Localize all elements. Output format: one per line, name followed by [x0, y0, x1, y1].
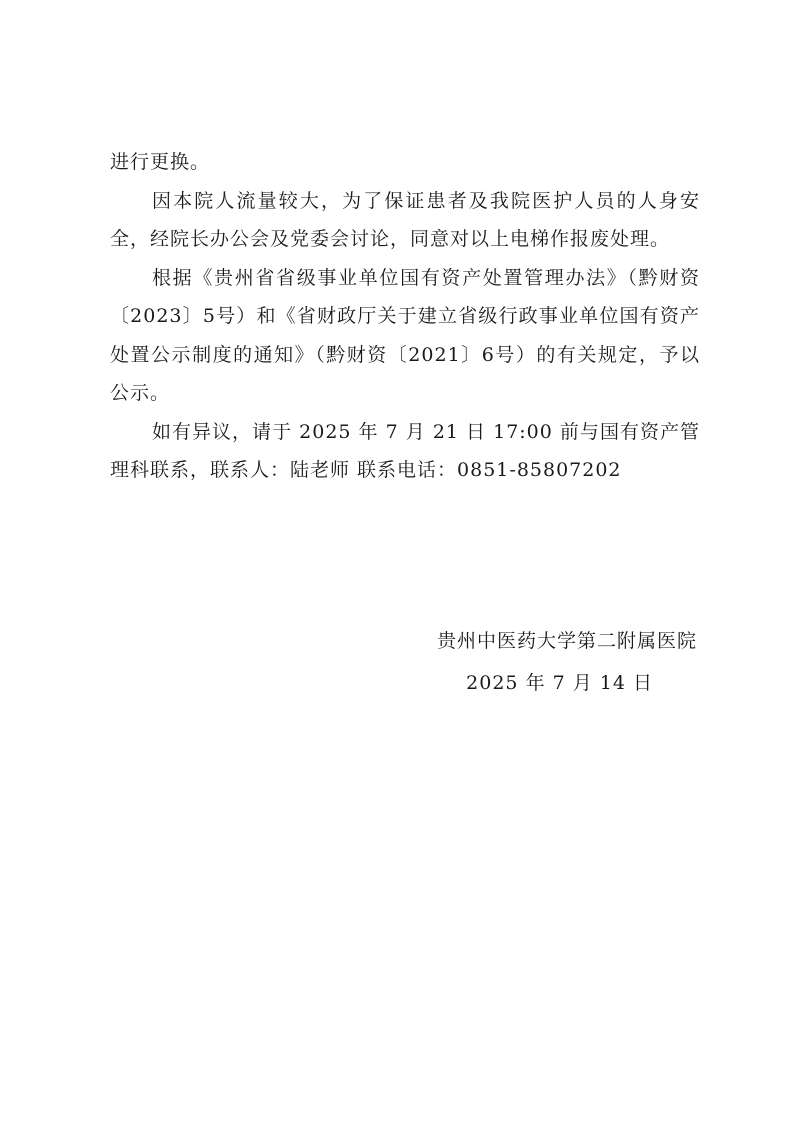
paragraph-contact: 如有异议，请于 2025 年 7 月 21 日 17:00 前与国有资产管理科联系，联系人：陆老师 联系电话：0851-85807202 — [110, 420, 700, 481]
document-body — [110, 143, 700, 490]
paragraph-continuation: 进行更换。 — [110, 151, 211, 173]
paragraph-legal-basis: 根据《贵州省省级事业单位国有资产处置管理办法》（黔财资〔2023〕5号）和《省财政厅关于建立省级行政事业单位国有资产处置公示制度的通知》（黔财资〔2021〕6号）的有关规定，予以公示。 — [110, 266, 700, 404]
signature-block — [297, 620, 697, 704]
paragraph-reason: 因本院人流量较大，为了保证患者及我院医护人员的人身安全，经院长办公会及党委会讨论，同意对以上电梯作报废处理。 — [110, 189, 700, 250]
signature-date: 2025 年 7 月 14 日 — [466, 672, 653, 694]
signature-organization: 贵州中医药大学第二附属医院 — [436, 630, 697, 652]
